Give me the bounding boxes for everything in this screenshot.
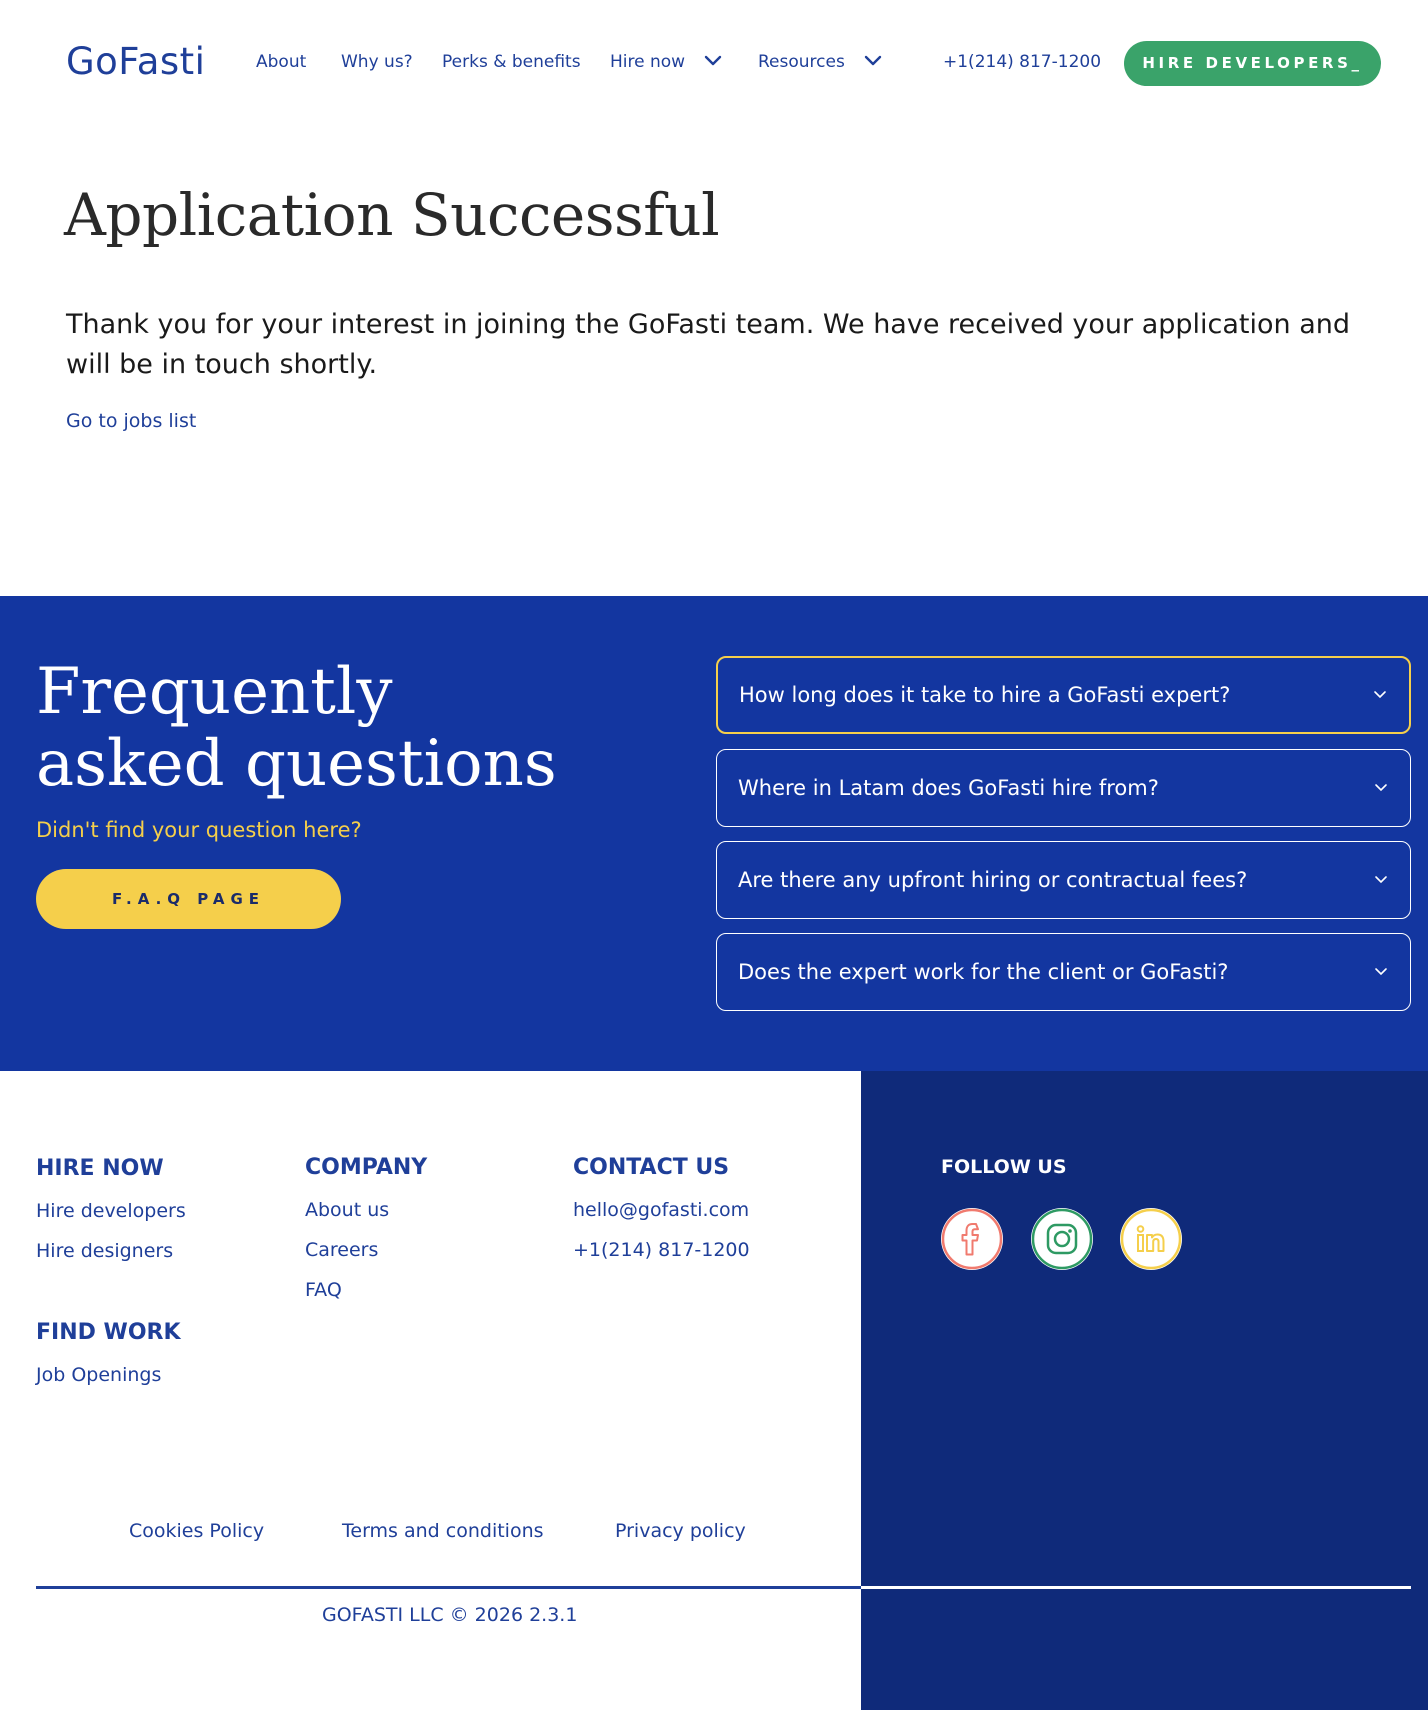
nav-resources-label: Resources xyxy=(758,52,845,72)
footer-faq-link[interactable]: FAQ xyxy=(305,1279,342,1301)
footer-heading-contact: CONTACT US xyxy=(573,1155,730,1180)
faq-subtitle: Didn't find your question here? xyxy=(36,818,362,842)
footer-phone-link[interactable]: +1(214) 817-1200 xyxy=(573,1239,750,1261)
faq-item[interactable] xyxy=(716,841,1411,919)
privacy-policy-link[interactable]: Privacy policy xyxy=(615,1520,746,1542)
gofasti-logo[interactable]: GoFasti xyxy=(66,40,206,83)
faq-section xyxy=(0,596,1428,1071)
faq-item[interactable] xyxy=(716,749,1411,827)
instagram-icon[interactable] xyxy=(1031,1208,1093,1270)
nav-why-us[interactable]: Why us? xyxy=(341,52,413,72)
top-navigation xyxy=(0,0,1428,126)
nav-about[interactable]: About xyxy=(256,52,307,72)
faq-page-button[interactable]: F.A.Q PAGE xyxy=(36,869,341,929)
follow-us-heading: FOLLOW US xyxy=(941,1156,1067,1178)
faq-item[interactable] xyxy=(716,933,1411,1011)
faq-title: Frequently asked questions xyxy=(36,655,557,801)
chevron-down-icon xyxy=(1374,783,1388,793)
copyright-text: GOFASTI LLC © 2026 2.3.1 xyxy=(322,1604,578,1626)
terms-conditions-link[interactable]: Terms and conditions xyxy=(342,1520,544,1542)
footer-email-link[interactable]: hello@gofasti.com xyxy=(573,1199,750,1221)
chevron-down-icon xyxy=(704,52,722,72)
footer-heading-find-work: FIND WORK xyxy=(36,1320,181,1345)
faq-question: Are there any upfront hiring or contractual fees? xyxy=(738,868,1248,892)
faq-question: Does the expert work for the client or GoFasti? xyxy=(738,960,1229,984)
nav-resources-dropdown[interactable] xyxy=(758,52,882,72)
footer-heading-hire-now: HIRE NOW xyxy=(36,1156,164,1181)
footer-divider xyxy=(861,1586,1411,1589)
nav-phone-link[interactable]: +1(214) 817-1200 xyxy=(943,52,1102,72)
footer-hire-developers-link[interactable]: Hire developers xyxy=(36,1200,186,1222)
faq-question: Where in Latam does GoFasti hire from? xyxy=(738,776,1159,800)
faq-item[interactable] xyxy=(716,656,1411,734)
footer-about-us-link[interactable]: About us xyxy=(305,1199,390,1221)
nav-hire-now-label: Hire now xyxy=(610,52,686,72)
footer-divider xyxy=(36,1586,861,1589)
faq-question: How long does it take to hire a GoFasti expert? xyxy=(739,683,1231,707)
nav-perks-benefits[interactable]: Perks & benefits xyxy=(442,52,581,72)
nav-hire-now-dropdown[interactable] xyxy=(610,52,722,72)
go-to-jobs-link[interactable]: Go to jobs list xyxy=(66,410,197,432)
linkedin-icon[interactable] xyxy=(1120,1208,1182,1270)
chevron-down-icon xyxy=(1374,967,1388,977)
chevron-down-icon xyxy=(1373,690,1387,700)
page-title: Application Successful xyxy=(64,181,720,249)
success-message: Thank you for your interest in joining the GoFasti team. We have received your application and will be in touch shortly. xyxy=(66,309,1351,380)
cookies-policy-link[interactable]: Cookies Policy xyxy=(129,1520,265,1542)
footer-hire-designers-link[interactable]: Hire designers xyxy=(36,1240,174,1262)
chevron-down-icon xyxy=(1374,875,1388,885)
chevron-down-icon xyxy=(864,52,882,72)
footer-job-openings-link[interactable]: Job Openings xyxy=(36,1364,162,1386)
facebook-icon[interactable] xyxy=(941,1208,1003,1270)
footer-heading-company: COMPANY xyxy=(305,1155,428,1180)
hire-developers-button[interactable]: HIRE DEVELOPERS_ xyxy=(1124,41,1381,86)
footer-careers-link[interactable]: Careers xyxy=(305,1239,379,1261)
